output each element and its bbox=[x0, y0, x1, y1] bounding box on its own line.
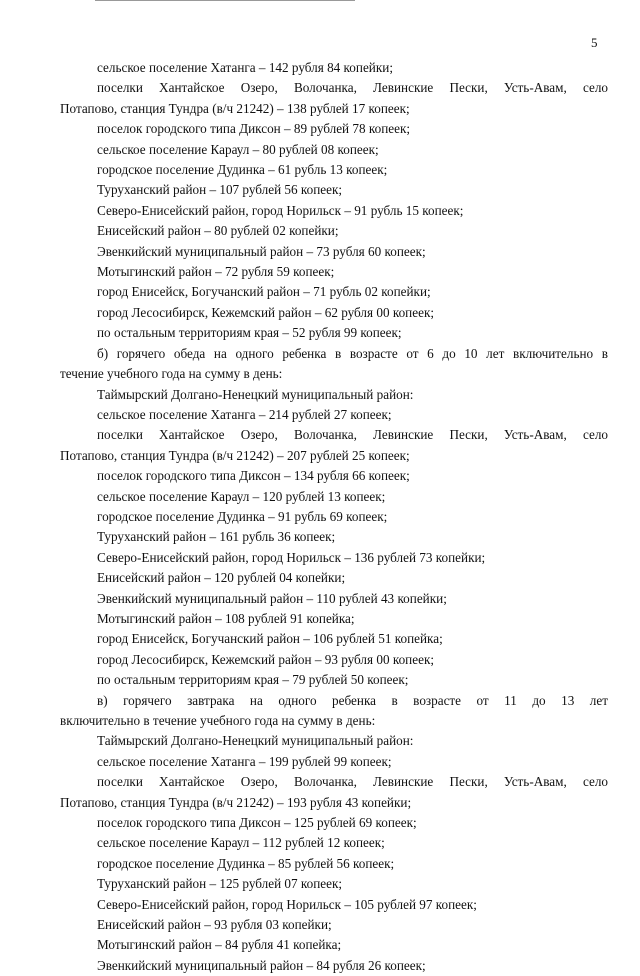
text-line: Эвенкийский муниципальный район – 73 рубля 60 копеек; bbox=[97, 243, 426, 259]
top-rule bbox=[95, 0, 355, 3]
text-line: Северо-Енисейский район, город Норильск – 136 рублей 73 копейки; bbox=[97, 549, 486, 565]
text-line: поселки Хантайское Озеро, Волочанка, Левинские Пески, Усть-Авам, село bbox=[97, 80, 608, 96]
text-line: город Енисейск, Богучанский район – 71 рубль 02 копейки; bbox=[97, 284, 431, 300]
text-line: Северо-Енисейский район, город Норильск – 105 рублей 97 копеек; bbox=[97, 896, 477, 912]
text-line: сельское поселение Караул – 112 рублей 12 копеек; bbox=[97, 835, 385, 851]
text-line: Туруханский район – 161 рубль 36 копеек; bbox=[97, 529, 336, 545]
text-line: сельское поселение Караул – 120 рублей 13 копеек; bbox=[97, 488, 386, 504]
text-line: городское поселение Дудинка – 91 рубль 69 копеек; bbox=[97, 508, 388, 524]
body-text bbox=[60, 58, 608, 976]
text-line: город Енисейск, Богучанский район – 106 рублей 51 копейка; bbox=[97, 631, 443, 647]
text-line: Мотыгинский район – 108 рублей 91 копейка; bbox=[97, 610, 355, 626]
text-line: Таймырский Долгано-Ненецкий муниципальный район: bbox=[97, 733, 414, 749]
text-line: Эвенкийский муниципальный район – 84 рубля 26 копеек; bbox=[97, 957, 426, 973]
text-line: сельское поселение Хатанга – 214 рублей 27 копеек; bbox=[97, 406, 392, 422]
text-line: Северо-Енисейский район, город Норильск – 91 рубль 15 копеек; bbox=[97, 202, 464, 218]
text-line: течение учебного года на сумму в день: bbox=[60, 366, 283, 382]
text-line: Потапово, станция Тундра (в/ч 21242) – 138 рублей 17 копеек; bbox=[60, 100, 410, 116]
text-line: Туруханский район – 107 рублей 56 копеек; bbox=[97, 182, 343, 198]
text-line: сельское поселение Караул – 80 рублей 08 копеек; bbox=[97, 141, 379, 157]
text-line: поселки Хантайское Озеро, Волочанка, Левинские Пески, Усть-Авам, село bbox=[97, 774, 608, 790]
text-line: Потапово, станция Тундра (в/ч 21242) – 193 рубля 43 копейки; bbox=[60, 794, 412, 810]
text-line: Енисейский район – 120 рублей 04 копейки; bbox=[97, 570, 346, 586]
text-line: в) горячего завтрака на одного ребенка в возрасте от 11 до 13 лет bbox=[97, 692, 608, 708]
text-line: поселок городского типа Диксон – 134 рубля 66 копеек; bbox=[97, 468, 410, 484]
text-line: город Лесосибирск, Кежемский район – 62 рубля 00 копеек; bbox=[97, 304, 435, 320]
text-line: Мотыгинский район – 84 рубля 41 копейка; bbox=[97, 937, 342, 953]
text-line: сельское поселение Хатанга – 142 рубля 84 копейки; bbox=[97, 60, 393, 75]
text-line: поселок городского типа Диксон – 125 рублей 69 копеек; bbox=[97, 815, 417, 831]
text-line: Туруханский район – 125 рублей 07 копеек; bbox=[97, 876, 343, 892]
text-line: городское поселение Дудинка – 85 рублей 56 копеек; bbox=[97, 855, 395, 871]
text-line: включительно в течение учебного года на сумму в день: bbox=[60, 713, 376, 728]
text-line: по остальным территориям края – 79 рублей 50 копеек; bbox=[97, 672, 409, 688]
text-line: сельское поселение Хатанга – 199 рублей 99 копеек; bbox=[97, 753, 392, 769]
text-line: б) горячего обеда на одного ребенка в возрасте от 6 до 10 лет включительно в bbox=[97, 345, 608, 361]
page-number: 5 bbox=[591, 35, 598, 50]
text-line: Мотыгинский район – 72 рубля 59 копеек; bbox=[97, 264, 335, 280]
text-line: город Лесосибирск, Кежемский район – 93 рубля 00 копеек; bbox=[97, 651, 435, 667]
text-line: Енисейский район – 80 рублей 02 копейки; bbox=[97, 223, 339, 239]
text-line: Потапово, станция Тундра (в/ч 21242) – 207 рублей 25 копеек; bbox=[60, 447, 410, 463]
text-line: поселки Хантайское Озеро, Волочанка, Левинские Пески, Усть-Авам, село bbox=[97, 427, 608, 443]
text-line: поселок городского типа Диксон – 89 рублей 78 копеек; bbox=[97, 121, 411, 137]
text-line: Эвенкийский муниципальный район – 110 рублей 43 копейки; bbox=[97, 590, 447, 606]
text-line: по остальным территориям края – 52 рубля 99 копеек; bbox=[97, 325, 402, 341]
text-line: Енисейский район – 93 рубля 03 копейки; bbox=[97, 917, 332, 933]
text-line: Таймырский Долгано-Ненецкий муниципальный район: bbox=[97, 386, 414, 402]
text-line: городское поселение Дудинка – 61 рубль 13 копеек; bbox=[97, 162, 388, 178]
